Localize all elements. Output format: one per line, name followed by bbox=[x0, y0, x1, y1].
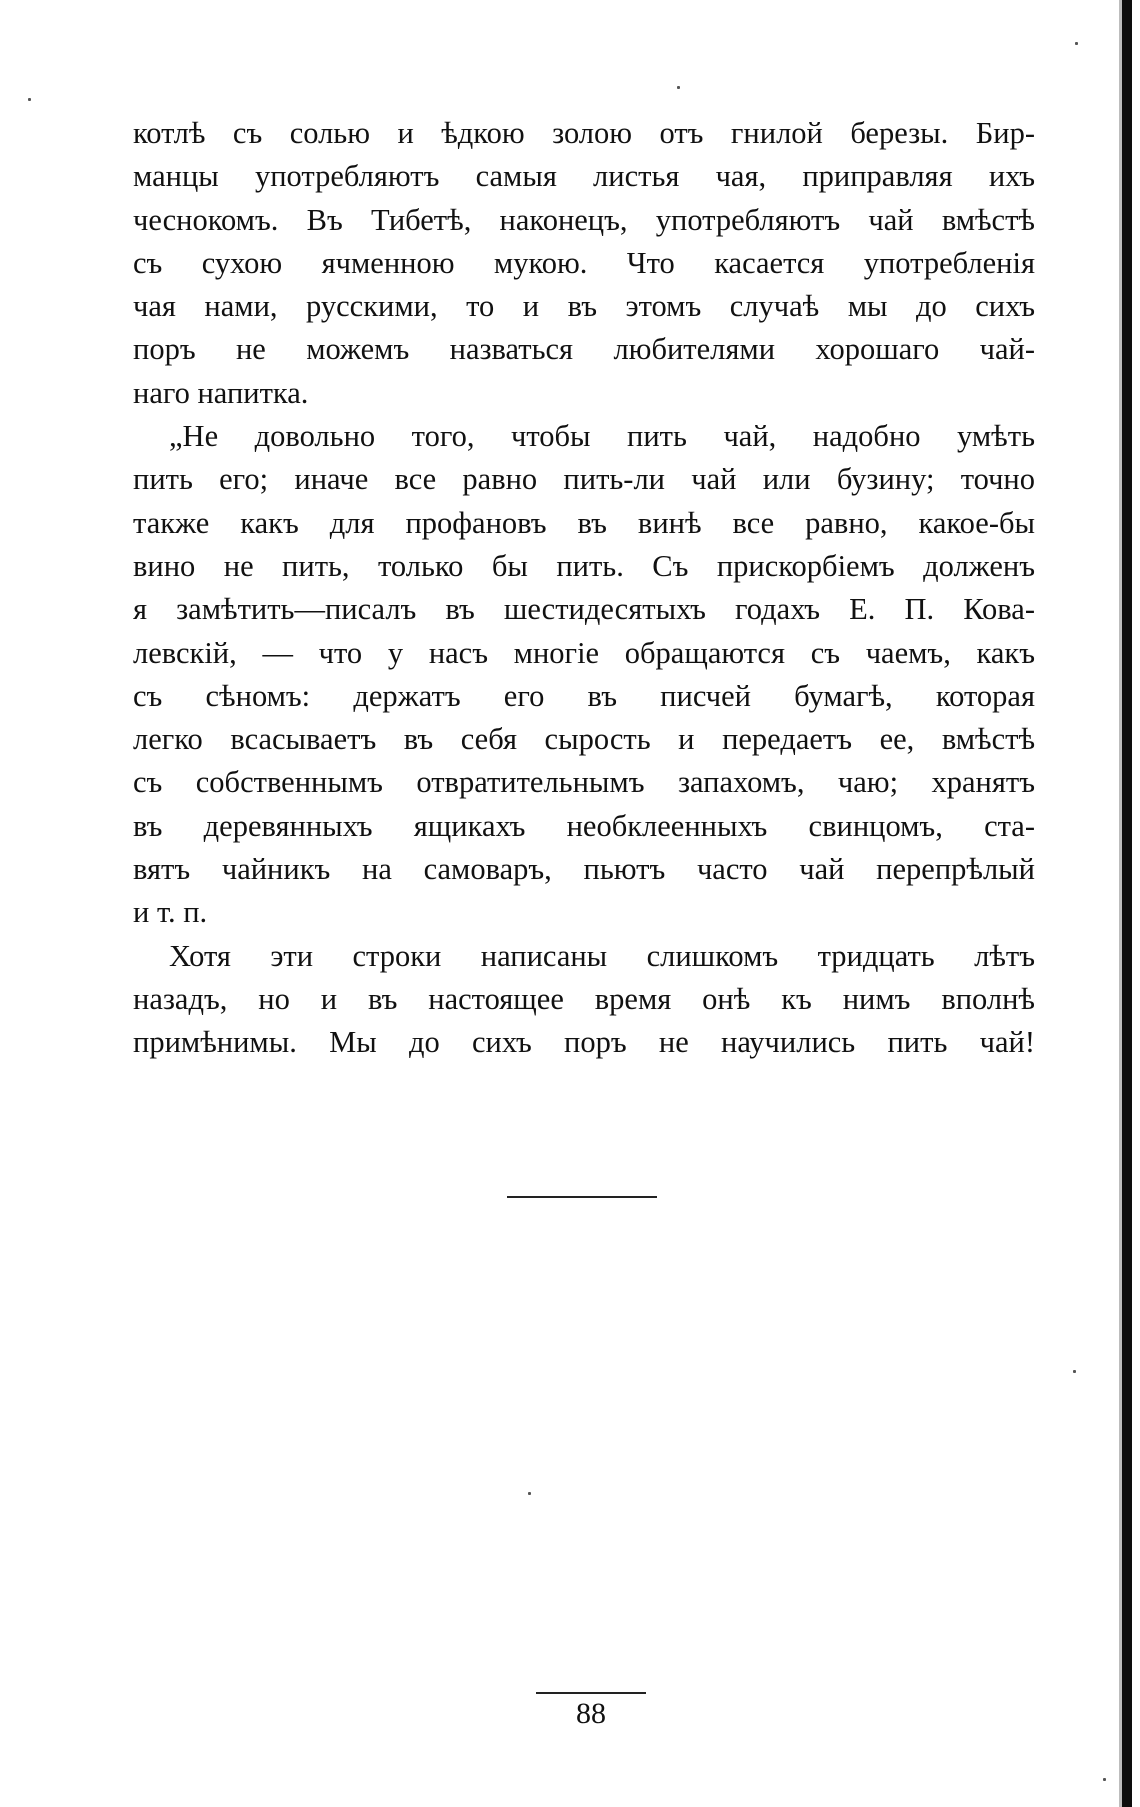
page-number: 88 bbox=[576, 1697, 606, 1730]
scan-speck bbox=[677, 86, 680, 89]
scan-speck bbox=[528, 1492, 531, 1495]
text-line: манцы употребляютъ самыя листья чая, приправляя ихъ bbox=[133, 159, 1035, 194]
text-line: левскій, — что у насъ многіе обращаются съ чаемъ, какъ bbox=[133, 635, 1035, 670]
section-end-rule bbox=[507, 1196, 657, 1198]
text-line: вино не пить, только бы пить. Съ прискорбіемъ долженъ bbox=[133, 548, 1035, 583]
text-line: съ сѣномъ: держатъ его въ писчей бумагѣ, которая bbox=[133, 678, 1035, 713]
scan-speck bbox=[1103, 1778, 1106, 1781]
text-line: чеснокомъ. Въ Тибетѣ, наконецъ, употребляютъ чай вмѣстѣ bbox=[133, 202, 1035, 237]
text-line: съ собственнымъ отвратительнымъ запахомъ, чаю; хранятъ bbox=[133, 765, 1035, 800]
text-line: котлѣ съ солью и ѣдкою золою отъ гнилой березы. Бир- bbox=[133, 116, 1035, 150]
text-line: назадъ, но и въ настоящее время онѣ къ нимъ вполнѣ bbox=[133, 981, 1035, 1016]
body-text bbox=[133, 112, 1035, 1065]
text-line: пить его; иначе все равно пить-ли чай или бузину; точно bbox=[133, 462, 1035, 497]
page-binding-edge bbox=[1122, 0, 1132, 1807]
text-line: въ деревянныхъ ящикахъ необклеенныхъ свинцомъ, ста- bbox=[133, 808, 1035, 843]
text-line: наго напитка. bbox=[133, 375, 309, 410]
text-line: вятъ чайникъ на самоваръ, пьютъ часто чай перепрѣлый bbox=[133, 852, 1035, 887]
text-line: и т. п. bbox=[133, 895, 208, 930]
text-line: чая нами, русскими, то и въ этомъ случаѣ мы до сихъ bbox=[133, 289, 1035, 324]
text-line: „Не довольно того, чтобы пить чай, надобно умѣть bbox=[169, 419, 1035, 454]
text-line: также какъ для профановъ въ винѣ все равно, какое-бы bbox=[133, 505, 1035, 540]
text-line: примѣнимы. Мы до сихъ поръ не научились пить чай! bbox=[133, 1025, 1035, 1060]
scan-speck bbox=[28, 98, 31, 101]
text-line: Хотя эти строки написаны слишкомъ тридцать лѣтъ bbox=[169, 938, 1035, 973]
text-line: поръ не можемъ назваться любителями хорошаго чай- bbox=[133, 332, 1035, 367]
text-line: легко всасываетъ въ себя сырость и передаетъ ее, вмѣстѣ bbox=[133, 722, 1035, 757]
scan-speck bbox=[1073, 1370, 1076, 1373]
text-line: съ сухою ячменною мукою. Что касается употребленія bbox=[133, 245, 1035, 280]
scan-speck bbox=[1075, 42, 1078, 45]
text-line: я замѣтить—писалъ въ шестидесятыхъ годахъ Е. П. Кова- bbox=[133, 592, 1035, 627]
